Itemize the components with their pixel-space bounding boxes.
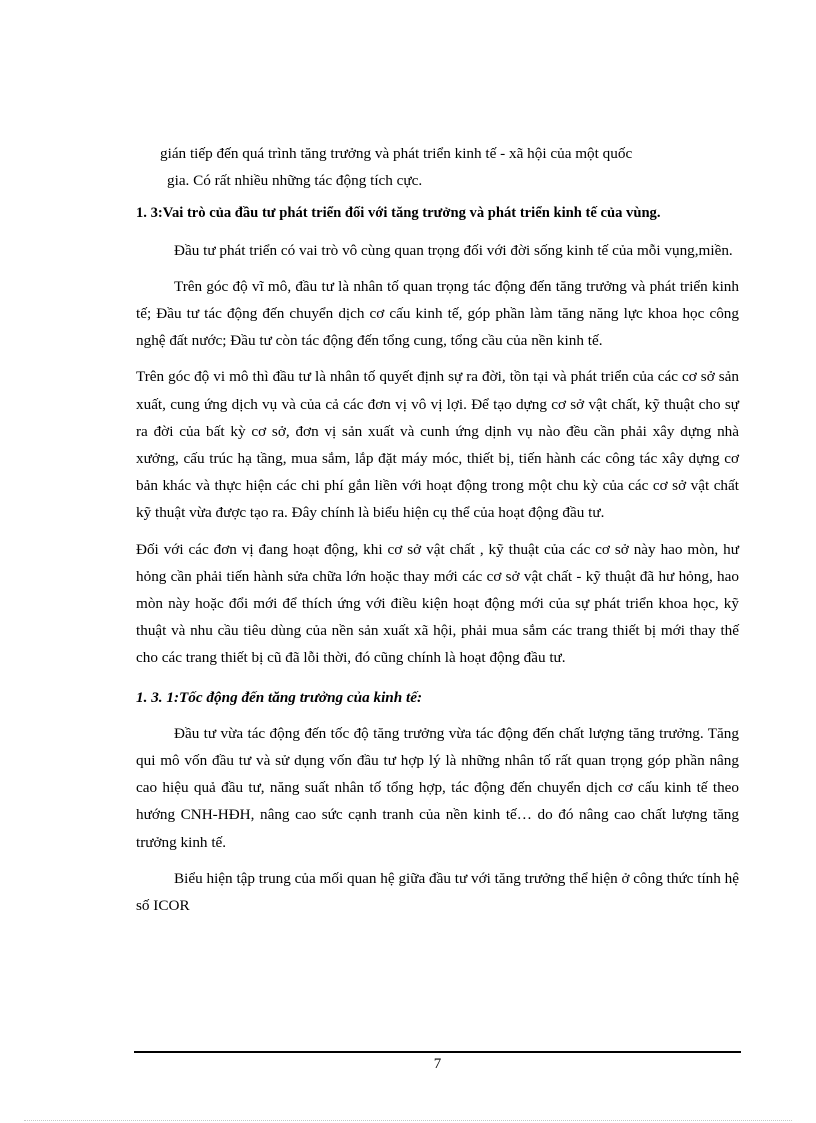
continuation-line-1: gián tiếp đến quá trình tăng trưởng và phát triển kinh tế - xã hội của một quốc xyxy=(160,145,633,162)
subsection-paragraph-2: Biểu hiện tập trung của mối quan hệ giữa đầu tư với tăng trưởng thể hiện ở công thức tính hệ số ICOR xyxy=(136,869,739,915)
page-number: 7 xyxy=(433,1056,442,1072)
continuation-paragraph xyxy=(136,140,739,194)
footer-divider xyxy=(134,1051,741,1053)
page-body xyxy=(136,140,739,919)
subsection-heading: 1. 3. 1:Tốc động đến tăng trưởng của kinh tế: xyxy=(136,688,423,706)
body-paragraph-3: Trên góc độ vi mô thì đầu tư là nhân tố quyết định sự ra đời, tồn tại và phát triển của các cơ sở sản xuất, cung ứng dịch vụ và của cả các đơn vị vô vị lợi. Để tạo dựng cơ sở vật chất, kỹ thuật cho sự ra đời của bất kỳ cơ sở, đơn vị sản xuất và cunh ứng dịnh vụ nào đều cần phải xây dựng nhà xưởng, cấu trúc hạ tầng, mua sắm, lắp đặt máy móc, thiết bị, tiến hành các công tác xây dựng cơ bản khác và thực hiện các chi phí gắn liền với hoạt động trong một chu kỳ của các cơ sở vật chất kỹ thuật vừa được tạo ra. Đây chính là biểu hiện cụ thể của hoạt động đầu tư. xyxy=(136,368,739,522)
body-paragraph-1: Đầu tư phát triển có vai trò vô cùng quan trọng đối với đời sống kinh tế của mỗi vụng,miền. xyxy=(174,241,733,259)
continuation-line-2: gia. Có rất nhiều những tác động tích cực. xyxy=(167,172,423,190)
body-paragraph-2: Trên góc độ vĩ mô, đầu tư là nhân tố quan trọng tác động đến tăng trưởng và phát triển kinh tế; Đầu tư tác động đến chuyển dịch cơ cấu kinh tế, góp phần làm tăng năng lực khoa học công nghệ đất nước; Đầu tư còn tác động đến tổng cung, tổng cầu của nền kinh tế. xyxy=(136,277,739,350)
subsection-paragraph-1: Đầu tư vừa tác động đến tốc độ tăng trưởng vừa tác động đến chất lượng tăng trưởng. Tăng qui mô vốn đầu tư và sử dụng vốn đầu tư hợp lý là những nhân tố rất quan trọng góp phần nâng cao hiệu quả đầu tư, năng suất nhân tố tổng hợp, tác động đến chuyển dịch cơ cấu kinh tế theo hướng CNH-HĐH, nâng cao sức cạnh tranh của nền kinh tế… do đó nâng cao chất lượng tăng trưởng kinh tế. xyxy=(136,724,739,851)
page-bottom-edge xyxy=(24,1120,792,1121)
body-paragraph-4: Đối với các đơn vị đang hoạt động, khi cơ sở vật chất , kỹ thuật của các cơ sở này hao mòn, hư hỏng cần phải tiến hành sửa chữa lớn hoặc thay mới các cơ sở vật chất - kỹ thuật đã hư hỏng, hao mòn này hoặc đổi mới để thích ứng với điều kiện hoạt động mới của sự phát triển khoa học, kỹ thuật và nhu cầu tiêu dùng của nền sản xuất xã hội, phải mua sắm các trang thiết bị mới thay thế cho các trang thiết bị cũ đã lỗi thời, đó cũng chính là hoạt động đầu tư. xyxy=(136,540,739,667)
section-heading: 1. 3:Vai trò của đầu tư phát triển đối với tăng trưởng và phát triển kinh tế của vùng. xyxy=(136,205,661,222)
